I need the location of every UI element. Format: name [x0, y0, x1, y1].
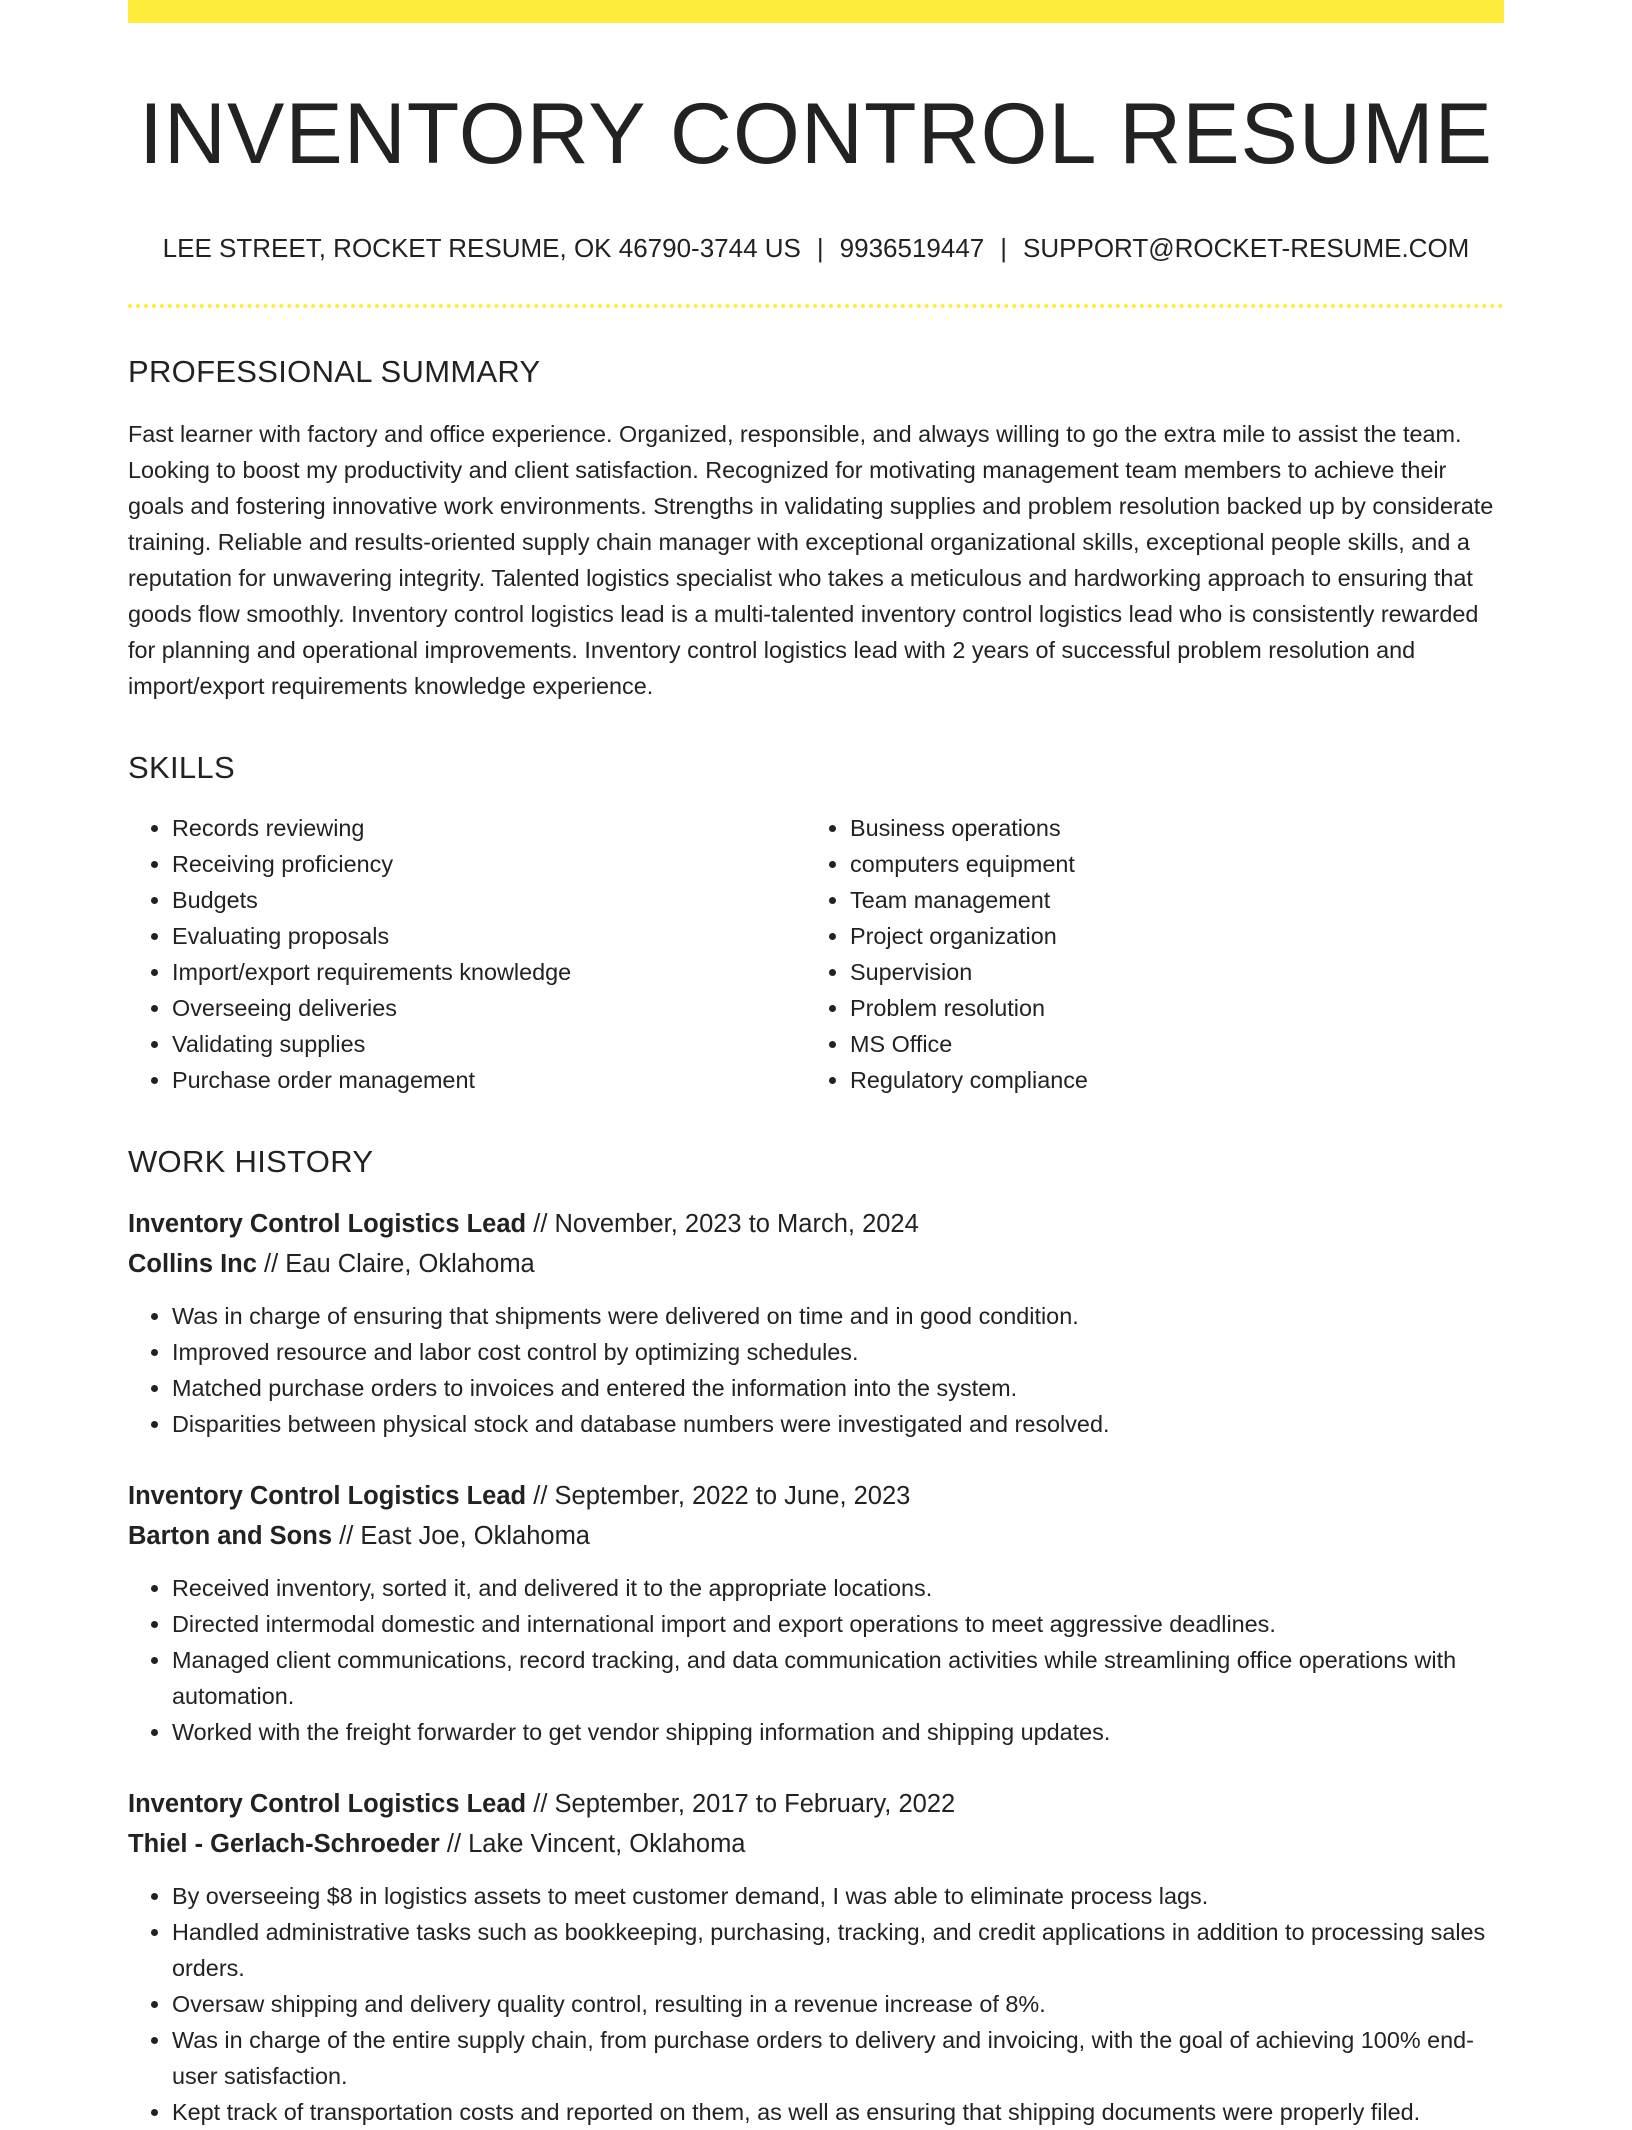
job-company: Collins Inc — [128, 1249, 257, 1278]
job-company-line — [128, 1824, 1504, 1864]
job-location: Eau Claire, Oklahoma — [285, 1249, 535, 1278]
job-separator: // — [533, 1209, 548, 1238]
job-dates: September, 2022 to June, 2023 — [554, 1481, 911, 1510]
skill-item: • Supervision — [850, 954, 1484, 990]
resume-title: INVENTORY CONTROL RESUME — [138, 86, 1494, 182]
skill-item: • Project organization — [850, 918, 1484, 954]
job-bullet: • Oversaw shipping and delivery quality control, resulting in a revenue increase of 8%. — [172, 1986, 1504, 2022]
work-history-heading: WORK HISTORY — [128, 1143, 374, 1179]
job-bullets — [128, 1570, 1504, 1750]
job-bullet: • Improved resource and labor cost control by optimizing schedules. — [172, 1334, 1504, 1370]
skill-item: • Receiving proficiency — [172, 846, 806, 882]
job-location: Lake Vincent, Oklahoma — [468, 1829, 746, 1858]
job-separator: // — [264, 1249, 279, 1278]
resume-page — [128, 0, 1504, 2130]
job-title: Inventory Control Logistics Lead — [128, 1481, 527, 1510]
job-bullet: • Worked with the freight forwarder to get vendor shipping information and shipping updates. — [172, 1714, 1504, 1750]
job-dates: November, 2023 to March, 2024 — [554, 1209, 919, 1238]
skills-heading: SKILLS — [128, 749, 235, 785]
contact-address: LEE STREET, ROCKET RESUME, OK 46790-3744 US — [162, 233, 801, 264]
job-title-line — [128, 1784, 1504, 1824]
job-bullet: • Managed client communications, record tracking, and data communication activities while streamlining office operations with automation. — [172, 1642, 1504, 1714]
job-company: Barton and Sons — [128, 1521, 333, 1550]
job-entry — [128, 1784, 1504, 2130]
job-company: Thiel - Gerlach-Schroeder — [128, 1829, 440, 1858]
contact-email: SUPPORT@ROCKET-RESUME.COM — [1023, 233, 1470, 264]
skill-item: • Purchase order management — [172, 1062, 806, 1098]
skill-item: • Evaluating proposals — [172, 918, 806, 954]
job-bullets — [128, 1298, 1504, 1442]
job-bullets — [128, 1878, 1504, 2130]
accent-top-bar — [128, 0, 1504, 23]
contact-line — [128, 232, 1504, 266]
contact-separator: | — [1000, 233, 1008, 264]
skill-item: • Validating supplies — [172, 1026, 806, 1062]
skill-item: • Team management — [850, 882, 1484, 918]
job-bullet: • Disparities between physical stock and database numbers were investigated and resolved. — [172, 1406, 1504, 1442]
skill-item: • Records reviewing — [172, 810, 806, 846]
job-bullet: • Was in charge of ensuring that shipments were delivered on time and in good condition. — [172, 1298, 1504, 1334]
skills-column-left — [128, 810, 806, 1098]
job-title-line — [128, 1476, 1504, 1516]
job-bullet: • Received inventory, sorted it, and delivered it to the appropriate locations. — [172, 1570, 1504, 1606]
job-bullet: • Handled administrative tasks such as bookkeeping, purchasing, tracking, and credit applications in addition to processing sales orders. — [172, 1914, 1504, 1986]
contact-separator: | — [816, 233, 824, 264]
job-bullet: • Was in charge of the entire supply chain, from purchase orders to delivery and invoicing, with the goal of achieving 100% end-user satisfaction. — [172, 2022, 1504, 2094]
skill-item: • Business operations — [850, 810, 1484, 846]
job-title: Inventory Control Logistics Lead — [128, 1209, 527, 1238]
job-separator: // — [533, 1789, 548, 1818]
job-bullet: • Matched purchase orders to invoices and entered the information into the system. — [172, 1370, 1504, 1406]
skill-item: • MS Office — [850, 1026, 1484, 1062]
job-company-line — [128, 1516, 1504, 1556]
job-dates: September, 2017 to February, 2022 — [554, 1789, 956, 1818]
job-bullet: • By overseeing $8 in logistics assets to meet customer demand, I was able to eliminate process lags. — [172, 1878, 1504, 1914]
job-bullet: • Directed intermodal domestic and international import and export operations to meet aggressive deadlines. — [172, 1606, 1504, 1642]
job-bullet: • Kept track of transportation costs and reported on them, as well as ensuring that shipping documents were properly filed. — [172, 2094, 1504, 2130]
skill-item: • Overseeing deliveries — [172, 990, 806, 1026]
skill-item: • Regulatory compliance — [850, 1062, 1484, 1098]
skills-list — [128, 810, 1504, 1098]
skill-item: • Import/export requirements knowledge — [172, 954, 806, 990]
contact-phone: 9936519447 — [839, 233, 985, 264]
job-separator: // — [533, 1481, 548, 1510]
job-title-line — [128, 1204, 1504, 1244]
skill-item: • Problem resolution — [850, 990, 1484, 1026]
job-entry — [128, 1476, 1504, 1750]
job-location: East Joe, Oklahoma — [360, 1521, 590, 1550]
summary-text: Fast learner with factory and office experience. Organized, responsible, and always willing to go the extra mile to assist the team. Looking to boost my productivity and client satisfaction. Recognized for motivating management team members to achieve their goals and fostering innovative work environments. Strengths in validating supplies and problem resolution backed up by considerate training. Reliable and results-oriented supply chain manager with exceptional organizational skills, exceptional people skills, and a reputation for unwavering integrity. Talented logistics specialist who takes a meticulous and hardworking approach to ensuring that goods flow smoothly. Inventory control logistics lead is a multi-talented inventory control logistics lead who is consistently rewarded for planning and operational improvements. Inventory control logistics lead with 2 years of successful problem resolution and import/export requirements knowledge experience. — [128, 420, 1494, 699]
job-separator: // — [446, 1829, 462, 1858]
job-title: Inventory Control Logistics Lead — [128, 1789, 527, 1818]
dotted-divider — [128, 304, 1504, 308]
job-company-line — [128, 1244, 1504, 1284]
skill-item: • computers equipment — [850, 846, 1484, 882]
skills-column-right — [806, 810, 1484, 1098]
summary-heading: PROFESSIONAL SUMMARY — [128, 353, 541, 389]
job-entry — [128, 1204, 1504, 1442]
skill-item: • Budgets — [172, 882, 806, 918]
job-separator: // — [339, 1521, 354, 1550]
